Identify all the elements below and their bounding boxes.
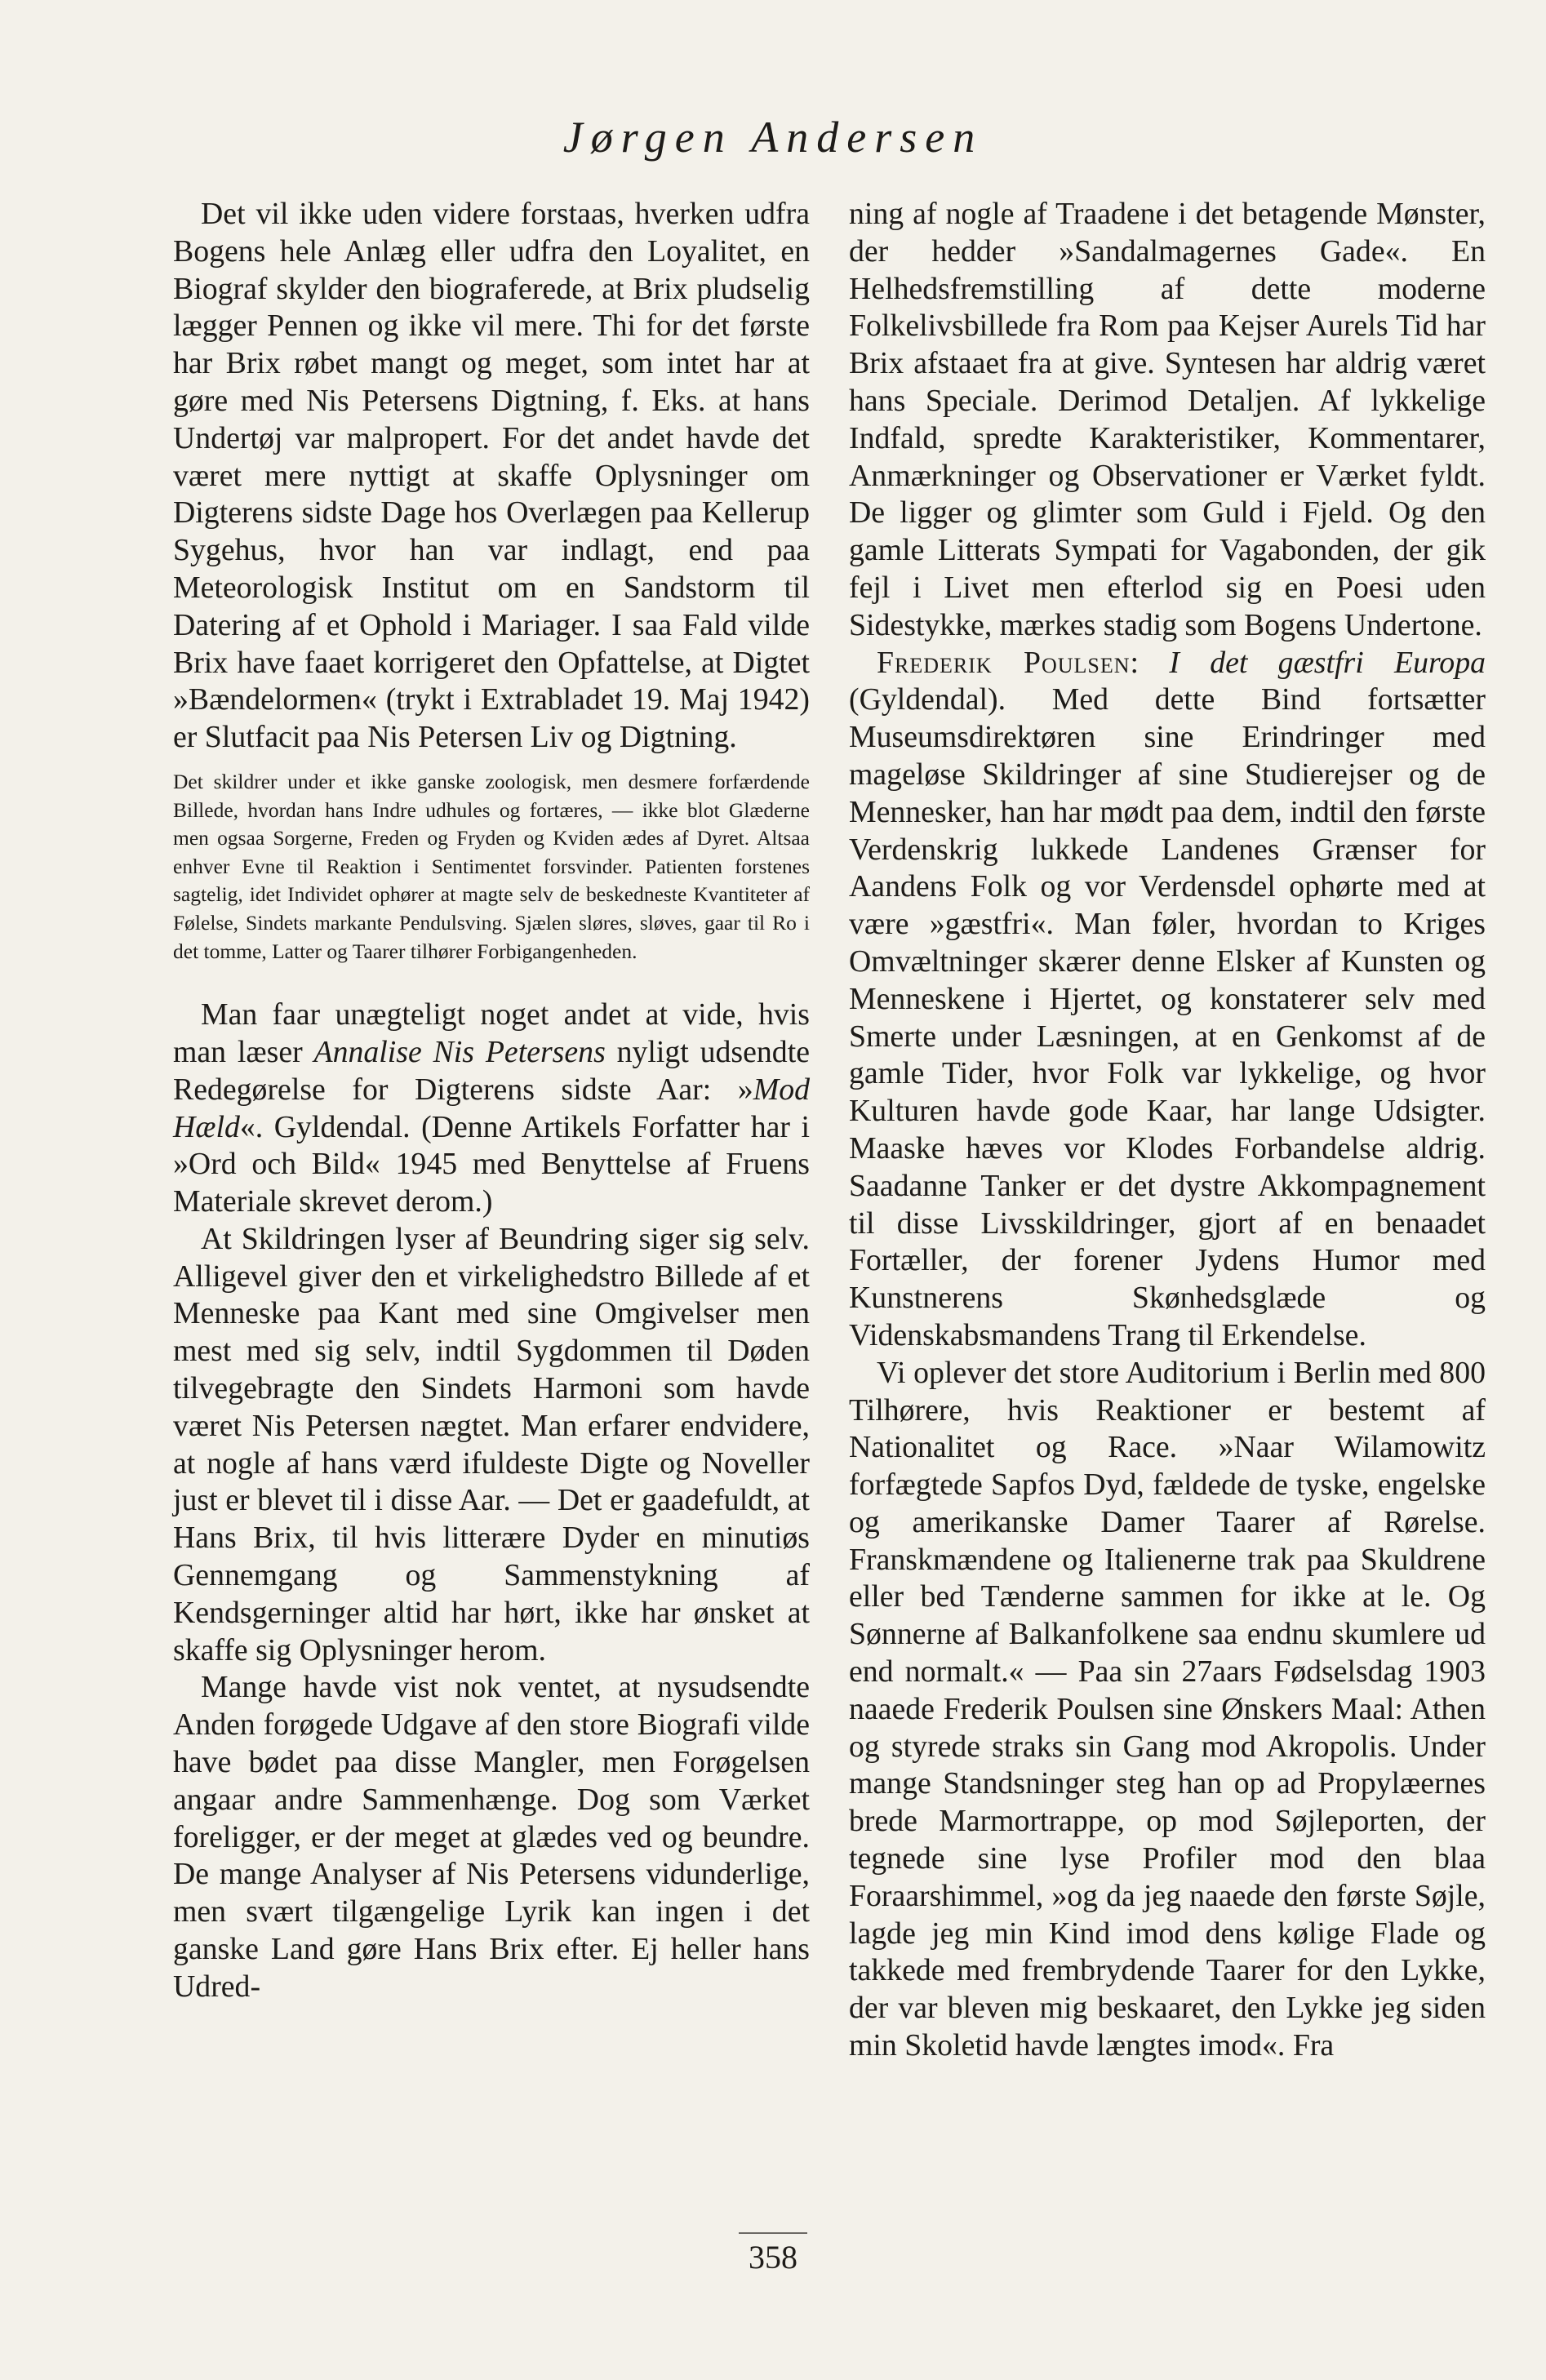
block-quote: Det skildrer under et ikke ganske zoologisk, men desmere forfærdende Billede, hvordan hans Indre udhules og fortæres, — ikke blot Glæderne men ogsaa Sorgerne, Freden og Fryden og Kviden ædes af Dyret. Altsaa enhver Evne til Reaktion i Sentimentet forsvinder. Patienten forstenes sagtelig, idet Individet ophører at magte selv de beskedneste Kvantiteter af Følelse, Sindets markante Pendulsving. Sjælen sløres, sløves, gaar til Ro i det tomme, Latter og Taarer tilhører Forbigangenheden. — [173, 769, 810, 963]
running-title: Jørgen Andersen — [562, 113, 984, 162]
left-column — [173, 196, 810, 2006]
author-name: Annalise Nis Petersens — [313, 1034, 606, 1069]
paragraph-2-text-c: «. Gyldendal. (Denne Artikels Forfatter har i »Ord och Bild« 1945 med Benyttelse af Fruens Materiale skrevet derom.) — [173, 1109, 810, 1219]
reviewed-title: I det gæstfri Europa — [1169, 645, 1486, 680]
paragraph-2 — [173, 997, 810, 1221]
review-paragraph: Frederik Poulsen: I det gæstfri Europa (Gyldendal). Med dette Bind fortsætter Museumsdirektøren sine Erindringer med mageløse Skildringer af sine Studierejser og de Mennesker, han har mødt paa dem, indtil den første Verdenskrig lukkede Landenes Grænser for Aandens Folk og vor Verdensdel ophørte med at være »gæstfri«. Man føler, hvordan to Kriges Omvæltninger skærer denne Elsker af Kunsten og Menneskene i Hjertet, og konstaterer selv med Smerte under Læsningen, at en Genkomst af de gamle Tider, hvor Folk var lykkelige, og hvor Kulturen havde gode Kaar, har lange Udsigter. Maaske hæves vor Klodes Forbandelse aldrig. Saadanne Tanker er det dystre Akkompagnement til disse Livsskildringer, gjort af en benaadet Fortæller, der forener Jydens Humor med Kunstnerens Skønhedsglæde og Videnskabsmandens Trang til Erkendelse. — [849, 645, 1486, 1352]
page-number: 358 — [749, 2239, 797, 2276]
paragraph-final: Vi oplever det store Auditorium i Berlin med 800 Tilhørere, hvis Reaktioner er bestemt af Nationalitet og Race. »Naar Wilamowitz forfægtede Sapfos Dyd, fældede de tyske, engelske og amerikanske Damer Taarer af Rørelse. Franskmændene og Italienerne trak paa Skuldrene eller bed Tænderne sammen for ikke at le. Og Sønnerne af Balkanfolkene saa endnu skumlere ud end normalt.« — Paa sin 27aars Fødselsdag 1903 naaede Frederik Poulsen sine Ønskers Maal: Athen og styrede straks sin Gang mod Akropolis. Under mange Standsninger steg han op ad Propylæernes brede Marmortrappe, op mod Søjleporten, der tegnede sine lyse Profiler mod den blaa Foraarshimmel, »og da jeg naaede den første Søjle, lagde jeg min Kind imod dens kølige Flade og takkede med frembrydende Taarer for den Lykke, der var bleven mig beskaaret, den Lykke jeg siden min Skoletid havde længtes imod«. Fra — [849, 1355, 1486, 2063]
paragraph-2-text-b: nyligt udsendte Redegørelse for Digterens sidste Aar: » — [173, 1034, 810, 1107]
paragraph-continued: ning af nogle af Traadene i det betagende Mønster, der hedder »Sandalmagernes Gade«. En Helhedsfremstilling af dette moderne Folkelivsbillede fra Rom paa Kejser Aurels Tid har Brix afstaaet fra at give. Syntesen har aldrig været hans Speciale. Derimod Detaljen. Af lykkelige Indfald, spredte Karakteristiker, Kommentarer, Anmærkninger og Observationer er Værket fyldt. De ligger og glimter som Guld i Fjeld. Og den gamle Litterats Sympati for Vagabonden, der gik fejl i Livet men efterlod sig en Poesi uden Sidestykke, mærkes stadig som Bogens Undertone. — [849, 197, 1486, 642]
paragraph-1: Det vil ikke uden videre forstaas, hverken udfra Bogens hele Anlæg eller udfra den Loyalitet, en Biograf skylder den biograferede, at Brix pludselig lægger Pennen og ikke vil mere. Thi for det første har Brix røbet mangt og meget, som intet har at gøre med Nis Petersens Digtning, f. Eks. at hans Undertøj var malpropert. For det andet havde det været mere nyttigt at skaffe Oplysninger om Digterens sidste Dage hos Overlægen paa Kellerup Sygehus, hvor han var indlagt, end paa Meteorologisk Institut om en Sandstorm til Datering af et Ophold i Mariager. I saa Fald vilde Brix have faaet korrigeret den Opfattelse, at Digtet »Bændelormen« (trykt i Extrabladet 19. Maj 1942) er Slutfacit paa Nis Petersen Liv og Digtning. — [173, 197, 810, 755]
paragraph-4: Mange havde vist nok ventet, at nysudsendte Anden forøgede Udgave af den store Biografi vilde have bødet paa disse Mangler, men Forøgelsen angaar andre Sammenhænge. Dog som Værket foreligger, er der meget at glædes ved og beundre. De mange Analyser af Nis Petersens vidunderlige, men svært tilgængelige Lyrik kan ingen i det ganske Land gøre Hans Brix efter. Ej heller hans Udred- — [173, 1670, 810, 2004]
paragraph-2-text-a: Man faar unægteligt noget andet at vide, hvis man læser — [173, 997, 810, 1069]
book-title: Mod Hæld — [173, 1072, 810, 1144]
page-number-rule — [739, 2232, 807, 2234]
reviewed-author: Frederik Poulsen — [877, 645, 1131, 680]
paragraph-3: At Skildringen lyser af Beundring siger sig selv. Alligevel giver den et virkelighedstro Billede af et Menneske paa Kant med sine Omgivelser men mest med sig selv, indtil Sygdommen til Døden tilvegebragte den Sindets Harmoni som havde været Nis Petersen nægtet. Man erfarer endvidere, at nogle af hans værd ifuldeste Digte og Noveller just er blevet til i disse Aar. — Det er gaadefuldt, at Hans Brix, til hvis litterære Dyder en minutiøs Gennemgang og Sammenstykning af Kendsgerninger altid har hørt, ikke har ønsket at skaffe sig Oplysninger herom. — [173, 1221, 810, 1667]
review-text: (Gyldendal). Med dette Bind fortsætter Museumsdirektøren sine Erindringer med mageløse Skildringer af sine Studierejser og de Mennesker, han har mødt paa dem, indtil den første Verdenskrig lukkede Landenes Grænser for Aandens Folk og vor Verdensdel ophørte med at være »gæstfri«. Man føler, hvordan to Kriges Omvæltninger skærer denne Elsker af Kunsten og Menneskene i Hjertet, og konstaterer selv med Smerte under Læsningen, at en Genkomst af de gamle Tider, hvor Folk var lykkelige, og hvor Kulturen havde gode Kaar, har lange Udsigter. Maaske hæves vor Klodes Forbandelse aldrig. Saadanne Tanker er det dystre Akkompagnement til disse Livsskildringer, gjort af en benaadet Fortæller, der forener Jydens Humor med Kunstnerens Skønhedsglæde og Videnskabsmandens Trang til Erkendelse. — [849, 682, 1486, 1352]
right-column — [849, 196, 1486, 2065]
